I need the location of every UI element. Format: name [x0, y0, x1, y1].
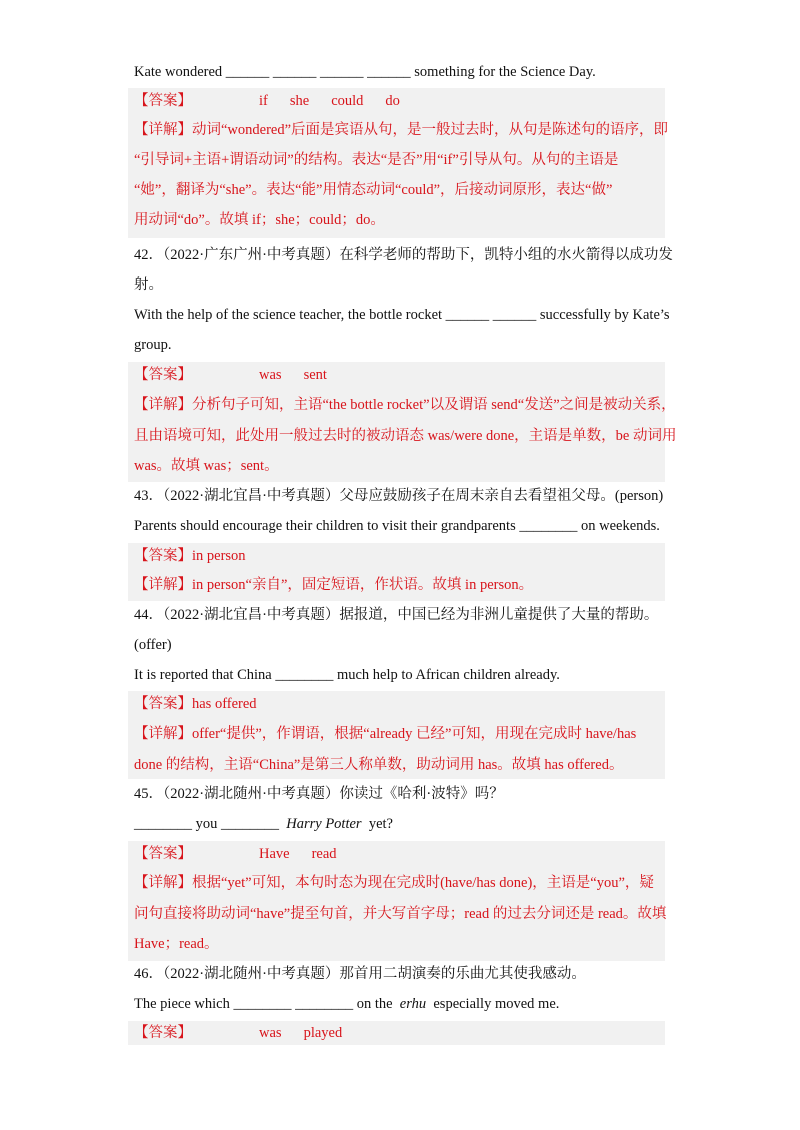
book-title: Harry Potter [286, 816, 362, 832]
q43-detail-line: 【详解】in person“亲自”，固定短语，作状语。故填 in person。 [134, 577, 534, 593]
answer-tag: 【答案】 [134, 846, 192, 862]
q41-detail-line: “她”，翻译为“she”。表达“能”用情态动词“could”，后接动词原形，表达“做” [134, 182, 613, 198]
q44-detail-line: done 的结构，主语“China”是第三人称单数，助动词用 has。故填 has offered。 [134, 757, 624, 773]
q42-stem: With the help of the science teacher, the bottle rocket ______ ______ successfully by Kate’s [134, 307, 670, 323]
q42-title: 42．（2022·广东广州·中考真题）在科学老师的帮助下，凯特小组的水火箭得以成功发 [134, 247, 673, 263]
q45-title: 45．（2022·湖北随州·中考真题）你读过《哈利·波特》吗？ [134, 786, 504, 802]
q46-answer [134, 1022, 666, 1044]
answer-word: read [311, 846, 337, 862]
answer-tag: 【答案】 [134, 1025, 192, 1041]
q45-answer [134, 843, 666, 865]
q46-title: 46．（2022·湖北随州·中考真题）那首用二胡演奏的乐曲尤其使我感动。 [134, 966, 586, 982]
answer-tag: 【答案】 [134, 367, 192, 383]
answer-word: was [259, 1025, 282, 1041]
answer-word: sent [303, 367, 327, 383]
q41-detail-line: 【详解】动词“wondered”后面是宾语从句，是一般过去时，从句是陈述句的语序，即 [134, 122, 669, 138]
q45-detail-line: 【详解】根据“yet”可知，本句时态为现在完成时(have/has done)，主语是“you”，疑 [134, 875, 654, 891]
q44-stem: It is reported that China ________ much help to African children already. [134, 667, 560, 683]
answer-word: do [385, 93, 400, 109]
q42-detail-line: 且由语境可知，此处用一般过去时的被动语态 was/were done，主语是单数，be 动词用 [134, 428, 677, 444]
answer-word: could [331, 93, 364, 109]
answer-word: was [259, 367, 282, 383]
q41-detail-line: “引导词+主语+谓语动词”的结构。表达“是否”用“if”引导从句。从句的主语是 [134, 152, 619, 168]
q46-stem: The piece which ________ ________ on the erhu especially moved me. [134, 996, 560, 1012]
q42-stem-cont: group. [134, 337, 172, 353]
answer-word: she [289, 93, 310, 109]
q44-detail-line: 【详解】offer“提供”，作谓语，根据“already 已经”可知，用现在完成时 have/has [134, 726, 637, 742]
q42-title-cont: 射。 [134, 277, 163, 293]
q41-answer [134, 90, 666, 112]
answer-tag: 【答案】 [134, 93, 192, 109]
q41-detail-line: 用动词“do”。故填 if；she；could；do。 [134, 212, 385, 228]
answer-word: if [259, 93, 268, 109]
q44-title: 44．（2022·湖北宜昌·中考真题）据报道，中国已经为非洲儿童提供了大量的帮助。 [134, 607, 659, 623]
q42-detail-line: was。故填 was；sent。 [134, 458, 279, 474]
q45-detail-line: Have；read。 [134, 936, 219, 952]
q45-stem: ________ you ________ Harry Potter yet? [134, 816, 393, 832]
instrument-name: erhu [399, 996, 427, 1012]
answer-word: Have [259, 846, 290, 862]
q44-answer: 【答案】has offered [134, 696, 257, 712]
q42-answer [134, 364, 666, 386]
q43-answer: 【答案】in person [134, 548, 246, 564]
q43-title: 43．（2022·湖北宜昌·中考真题）父母应鼓励孩子在周末亲自去看望祖父母。(person) [134, 488, 664, 504]
q43-stem: Parents should encourage their children to visit their grandparents ________ on weekends. [134, 518, 660, 534]
q45-detail-line: 问句直接将助动词“have”提至句首，并大写首字母；read 的过去分词还是 read。故填 [134, 906, 667, 922]
q41-stem: Kate wondered ______ ______ ______ ______ something for the Science Day. [134, 64, 596, 80]
answer-word: played [303, 1025, 343, 1041]
q42-detail-line: 【详解】分析句子可知，主语“the bottle rocket”以及谓语 send“发送”之间是被动关系， [134, 397, 676, 413]
q44-title-cont: (offer) [134, 637, 172, 653]
